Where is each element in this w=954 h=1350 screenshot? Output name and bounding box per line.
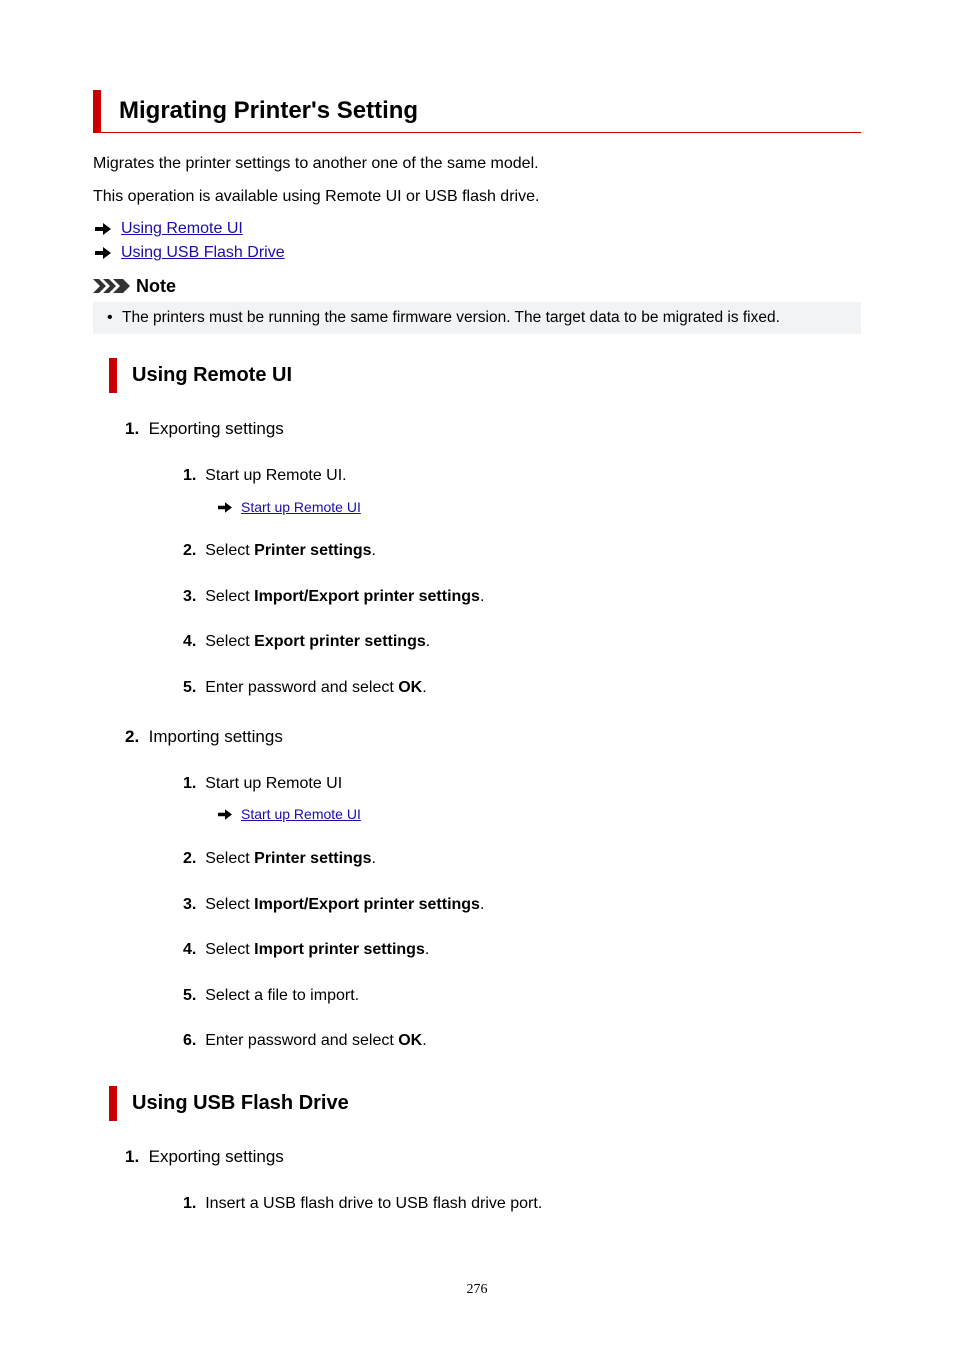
section-heading: Using USB Flash Drive xyxy=(132,1092,349,1114)
title-underline xyxy=(101,132,861,133)
link-start-up-remote-ui[interactable]: Start up Remote UI xyxy=(241,806,361,822)
link-using-remote-ui[interactable]: Using Remote UI xyxy=(121,220,243,237)
link-start-up-remote-ui[interactable]: Start up Remote UI xyxy=(241,499,361,515)
title-accent-bar xyxy=(93,90,101,133)
arrow-right-icon xyxy=(95,247,111,259)
section-heading: Using Remote UI xyxy=(132,364,293,386)
page-title: Migrating Printer's Setting xyxy=(119,97,419,124)
note-item: The printers must be running the same firmware version. The target data to be migrated is fixed. xyxy=(122,309,780,326)
note-title: Note xyxy=(136,276,176,296)
substep-item: 1. Start up Remote UI xyxy=(183,775,343,792)
step-item: 1. Exporting settings xyxy=(125,1147,284,1166)
substep-item: 5. Enter password and select OK. xyxy=(183,679,427,696)
arrow-right-icon xyxy=(218,809,232,820)
bullet-icon: • xyxy=(107,309,113,326)
substep-item: 2. Select Printer settings. xyxy=(183,542,376,559)
substep-item: 1. Start up Remote UI. xyxy=(183,467,347,484)
arrow-right-icon xyxy=(218,502,232,513)
substep-item: 3. Select Import/Export printer settings. xyxy=(183,588,485,605)
substep-item: 4. Select Export printer settings. xyxy=(183,633,431,650)
substep-item: 3. Select Import/Export printer settings. xyxy=(183,896,485,913)
substep-item: 5. Select a file to import. xyxy=(183,987,360,1004)
substep-item: 4. Select Import printer settings. xyxy=(183,941,430,958)
step-item: 2. Importing settings xyxy=(125,727,283,746)
substep-item: 2. Select Printer settings. xyxy=(183,850,376,867)
intro-text: This operation is available using Remote UI or USB flash drive. xyxy=(93,188,540,205)
link-using-usb-flash-drive[interactable]: Using USB Flash Drive xyxy=(121,244,285,261)
step-item: 1. Exporting settings xyxy=(125,419,284,438)
note-icon xyxy=(93,279,131,298)
page-number: 276 xyxy=(466,1282,488,1297)
intro-text: Migrates the printer settings to another one of the same model. xyxy=(93,155,539,172)
section-accent-bar xyxy=(109,1086,117,1121)
substep-item: 6. Enter password and select OK. xyxy=(183,1032,427,1049)
arrow-right-icon xyxy=(95,223,111,235)
section-accent-bar xyxy=(109,358,117,393)
substep-item: 1. Insert a USB flash drive to USB flash drive port. xyxy=(183,1195,543,1212)
